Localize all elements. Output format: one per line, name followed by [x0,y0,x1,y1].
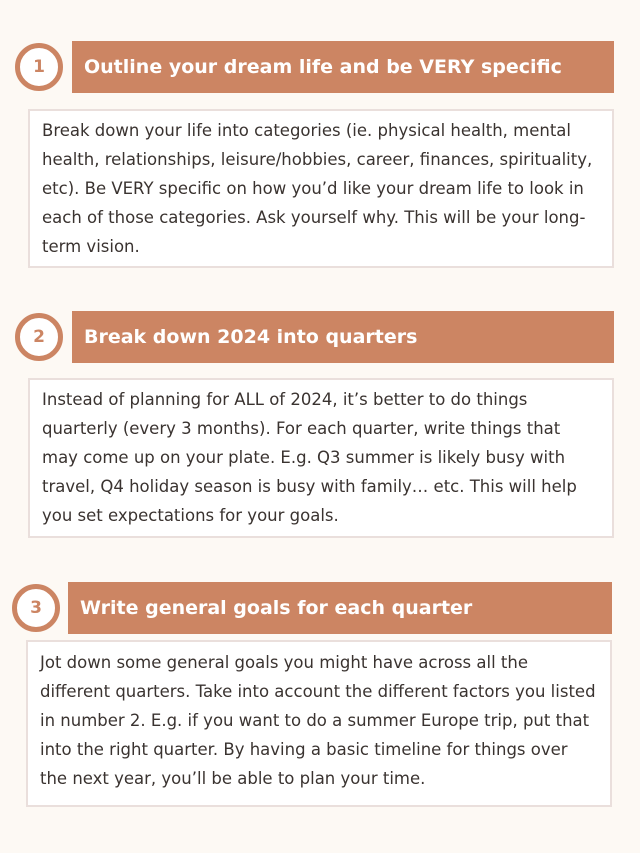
step-2-title: Break down 2024 into quarters [72,311,614,363]
step-1-title: Outline your dream life and be VERY specific [72,41,614,93]
step-2-description: Instead of planning for ALL of 2024, it’s better to do things quarterly (every 3 months). For each quarter, write things that may come up on your plate. E.g. Q3 summer is likely busy with travel, Q4 holiday season is busy with family… etc. This will help you set expectations for your goals. [28,378,614,538]
step-1-description: Break down your life into categories (ie. physical health, mental health, relationships, leisure/hobbies, career, finances, spirituality, etc). Be VERY specific on how you’d like your dream life to look in each of those categories. Ask yourself why. This will be your long-term vision. [28,109,614,268]
step-3-description: Jot down some general goals you might have across all the different quarters. Take into account the different factors you listed in number 2. E.g. if you want to do a summer Europe trip, put that into the right quarter. By having a basic timeline for things over the next year, you’ll be able to plan your time. [26,640,612,807]
step-3-title: Write general goals for each quarter [68,582,612,634]
step-3-number-badge: 3 [12,584,60,632]
step-1-number-badge: 1 [15,43,63,91]
step-2-number-badge: 2 [15,313,63,361]
